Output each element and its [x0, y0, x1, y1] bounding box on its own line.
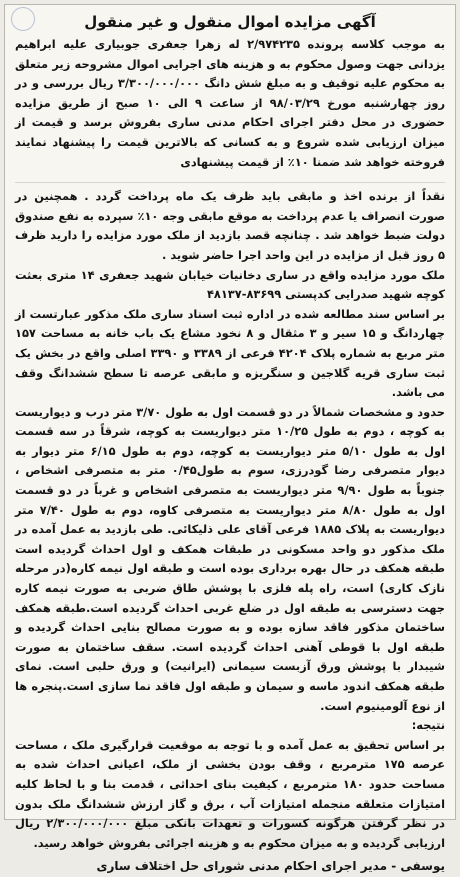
newspaper-clipping: [4, 4, 456, 874]
notice-intro: به موجب کلاسه پرونده ۲/۹۷۴۲۳۵ له زهرا جعفری جوبیاری علیه ابراهیم یزدانی جهت وصول محکوم به و هزینه های اجرایی اموال مشروحه زیر متعلق به محکوم علیه توقیف و به مبلغ شش دانگ ۳/۳۰۰/۰۰۰/۰۰۰ ریال بررسی و در روز چهارشنبه مورخ ۹۸/۰۳/۲۹ از ساعت ۹ الی ۱۰ صبح از طریق مزایده حضوری در محل دفتر اجرای احکام مدنی ساری بفروش برسد و قیمت از میزان ارزیابی شده شروع و به کسانی که بالاترین قیمت را پیشنهاد نمایند فروخته خواهد شد ضمنا ۱۰٪ از قیمت پیشنهادی: [15, 37, 446, 169]
clipping-fold: [15, 172, 445, 183]
result-heading: نتیجه:: [411, 718, 445, 733]
result-text: بر اساس تحقیق به عمل آمده و با توجه به موقعیت قرارگیری ملک ، مساحت عرصه ۱۷۵ مترمربع ، وقف بودن بخشی از ملک، اعیانی احداث شده به مساحت حدود ۱۸۰ مترمربع ، کیفیت بنای احداثی ، قدمت بنا و با لحاظ کلیه امتیازات متعلقه منجمله امتیازات آب ، برق و گاز ارزش ششدانگ ملک بدون در نظر گرفتن هرگونه کسورات و تعهدات بانکی مبلغ ۲/۳۰۰/۰۰۰/۰۰۰ ریال ارزیابی گردیده و به میزان محکوم به و هزینه اجرائی بفروش خواهد رسید.: [15, 737, 445, 850]
signature-line: یوسفی - مدیر اجرای احکام مدنی شورای حل اختلاف ساری: [96, 859, 445, 874]
notice-title: آگهی مزایده اموال منقول و غیر منقول: [84, 13, 376, 31]
notice-terms: نقداً از برنده اخذ و مابقی باید ظرف یک ماه پرداخت گردد . همچنین در صورت انصراف یا عدم پرداخت به موقع مابقی وجه ۱۰٪ سپرده به نفع صندوق دولت ضبط خواهد شد . چنانچه قصد بازدید از ملک مورد مزایده را دارید ظرف ۵ روز قبل از مزایده در این واحد اجرا حاضر شوید .: [15, 189, 445, 262]
registry-details: بر اساس سند مطالعه شده در اداره ثبت اسناد ساری ملک مذکور عبارتست از چهاردانگ و ۱۵ سیر و ۳ مثقال و ۸ نخود مشاع یک باب خانه به مساحت ۱۵۷ متر مربع به شماره پلاک ۴۲۰۴ فرعی از ۳۳۸۹ و ۳۳۹۰ اصلی واقع در بخش یک ثبت ساری قریه گلاجین و سنگریزه و مابقی عرصه تا سطح ششدانگ وقف می باشد.: [15, 306, 445, 400]
stamp-icon: [11, 7, 35, 31]
property-boundaries: حدود و مشخصات شمالاً در دو قسمت اول به طول ۳/۷۰ متر درب و دیواریست به کوچه ، دوم به طول ۱۰/۲۵ متر دیواریست به کوچه، شرقاً در سه قسمت اول به طول ۵/۱۰ متر دیواریست به کوچه، دوم به طول ۶/۱۵ متر دیوار به دیوار متصرفی رضا گودرزی، سوم به طول۰/۴۵ متر به متصرفی اشخاص ، جنوباً به طول ۹/۹۰ متر دیواریست به متصرفی اشخاص و غرباً در دو قسمت اول به طول ۸/۸۰ متر دیواریست به متصرفی کاوه، دوم به طول ۷/۴۰ متر دیواریست به پلاک ۱۸۸۵ فرعی آقای علی ذلیکائی. طی بازدید به عمل آمده در ملک مذکور دو واحد مسکونی در طبقات همکف و اول احداث گردیده است طبقه همکف در حال بهره برداری بوده است و طبقه اول نیمه کاره(در مرحله نازک کاری) است، راه پله فلزی با پوشش طاق ضربی به صورت نیمه کاره جهت دسترسی به طبقه اول در ضلع غربی احداث گردیده است.طبقه همکف ساختمان مذکور فاقد سازه بوده و به صورت مصالح بنایی احداث گردیده و طبقه اول با قوطی آهنی احداث گردیده است. سقف ساختمان به صورت شیبدار با پوشش ورق آزبست سیمانی (ایرانیت) و ورق حلبی است. نمای طبقه همکف اندود ماسه و سیمان و طبقه اول فاقد نما سازی است.پنجره ها از نوع آلومینیوم است.: [15, 404, 446, 713]
property-location: ملک مورد مزایده واقع در ساری دخانیات خیابان شهید جعفری ۱۴ متری بعثت کوچه شهید صدرایی کدپستی ۸۳۶۹۹-۴۸۱۳۷: [15, 267, 445, 302]
